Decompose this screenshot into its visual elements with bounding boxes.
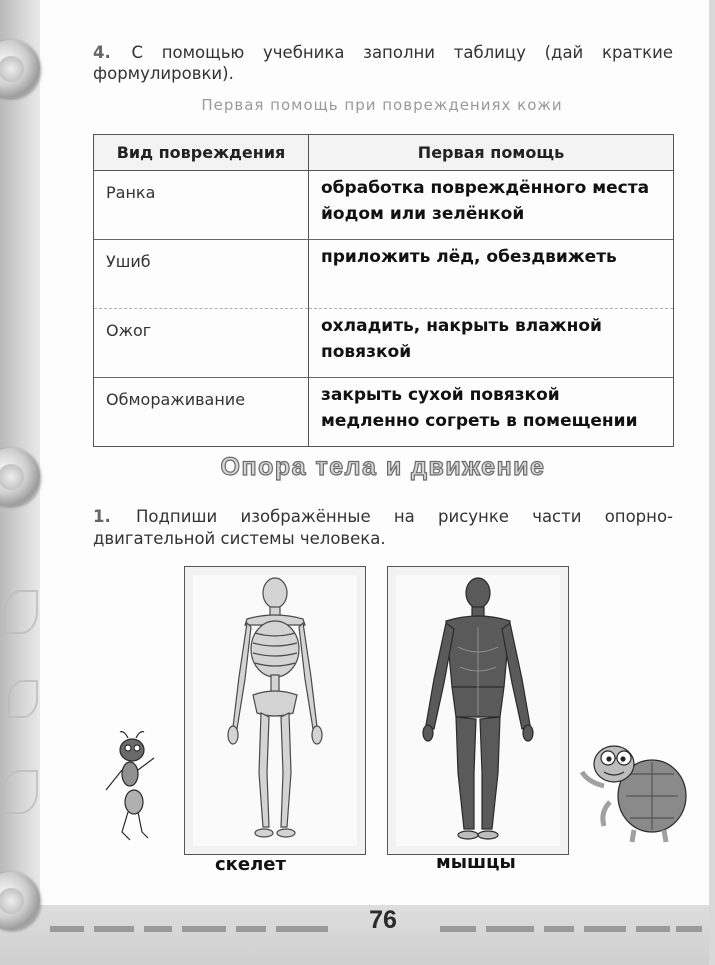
- muscles-figure: [387, 566, 569, 855]
- first-aid-cell: [309, 378, 674, 447]
- leaf-decoration-icon: [4, 590, 38, 634]
- injury-type-cell: Ранка: [94, 171, 309, 240]
- leaf-decoration-icon: [8, 680, 38, 718]
- answer-line: охладить, накрыть влажной: [321, 316, 602, 336]
- page-number: 76: [369, 906, 397, 934]
- first-aid-table: [93, 134, 674, 447]
- table-title: Первая помощь при повреждениях кожи: [201, 96, 563, 114]
- injury-type-cell: Ожог: [94, 309, 309, 378]
- leaf-decoration-icon: [2, 770, 38, 814]
- first-aid-cell: [309, 240, 674, 309]
- page-right-edge: [709, 0, 715, 965]
- skeleton-figure: [184, 566, 366, 855]
- column-header-aid: Первая помощь: [309, 135, 674, 171]
- table-row: [94, 171, 674, 240]
- task-number: 1.: [93, 507, 111, 526]
- table-row: [94, 378, 674, 447]
- answer-line: повязкой: [321, 342, 412, 362]
- task-4-instruction: [93, 42, 673, 84]
- task-number: 4.: [93, 43, 111, 62]
- injury-type-cell: Обмораживание: [94, 378, 309, 447]
- task-text: С помощью учебника заполни таблицу (дай краткие формулировки).: [93, 43, 674, 83]
- answer-line: обработка повреждённого места: [321, 178, 650, 198]
- section-heading: Опора тела и движение: [220, 453, 546, 481]
- table-row: [94, 309, 674, 378]
- task-text: Подпиши изображённые на рисунке части опорно-двигательной системы человека.: [93, 507, 673, 548]
- task-1-instruction: [93, 506, 673, 550]
- ant-character-icon: [100, 728, 162, 846]
- column-header-type: Вид повреждения: [94, 135, 309, 171]
- skeleton-label: скелет: [215, 854, 286, 875]
- first-aid-cell: [309, 171, 674, 240]
- turtle-character-icon: [574, 734, 690, 846]
- first-aid-cell: [309, 309, 674, 378]
- muscles-icon: [388, 567, 568, 854]
- muscles-label: мышцы: [436, 852, 516, 873]
- skeleton-icon: [185, 567, 365, 854]
- answer-line: закрыть сухой повязкой: [321, 385, 560, 405]
- injury-type-cell: Ушиб: [94, 240, 309, 309]
- answer-line: медленно согреть в помещении: [321, 411, 638, 431]
- answer-line: приложить лёд, обездвижеть: [321, 247, 617, 267]
- table-row: [94, 240, 674, 309]
- answer-line: йодом или зелёнкой: [321, 204, 525, 224]
